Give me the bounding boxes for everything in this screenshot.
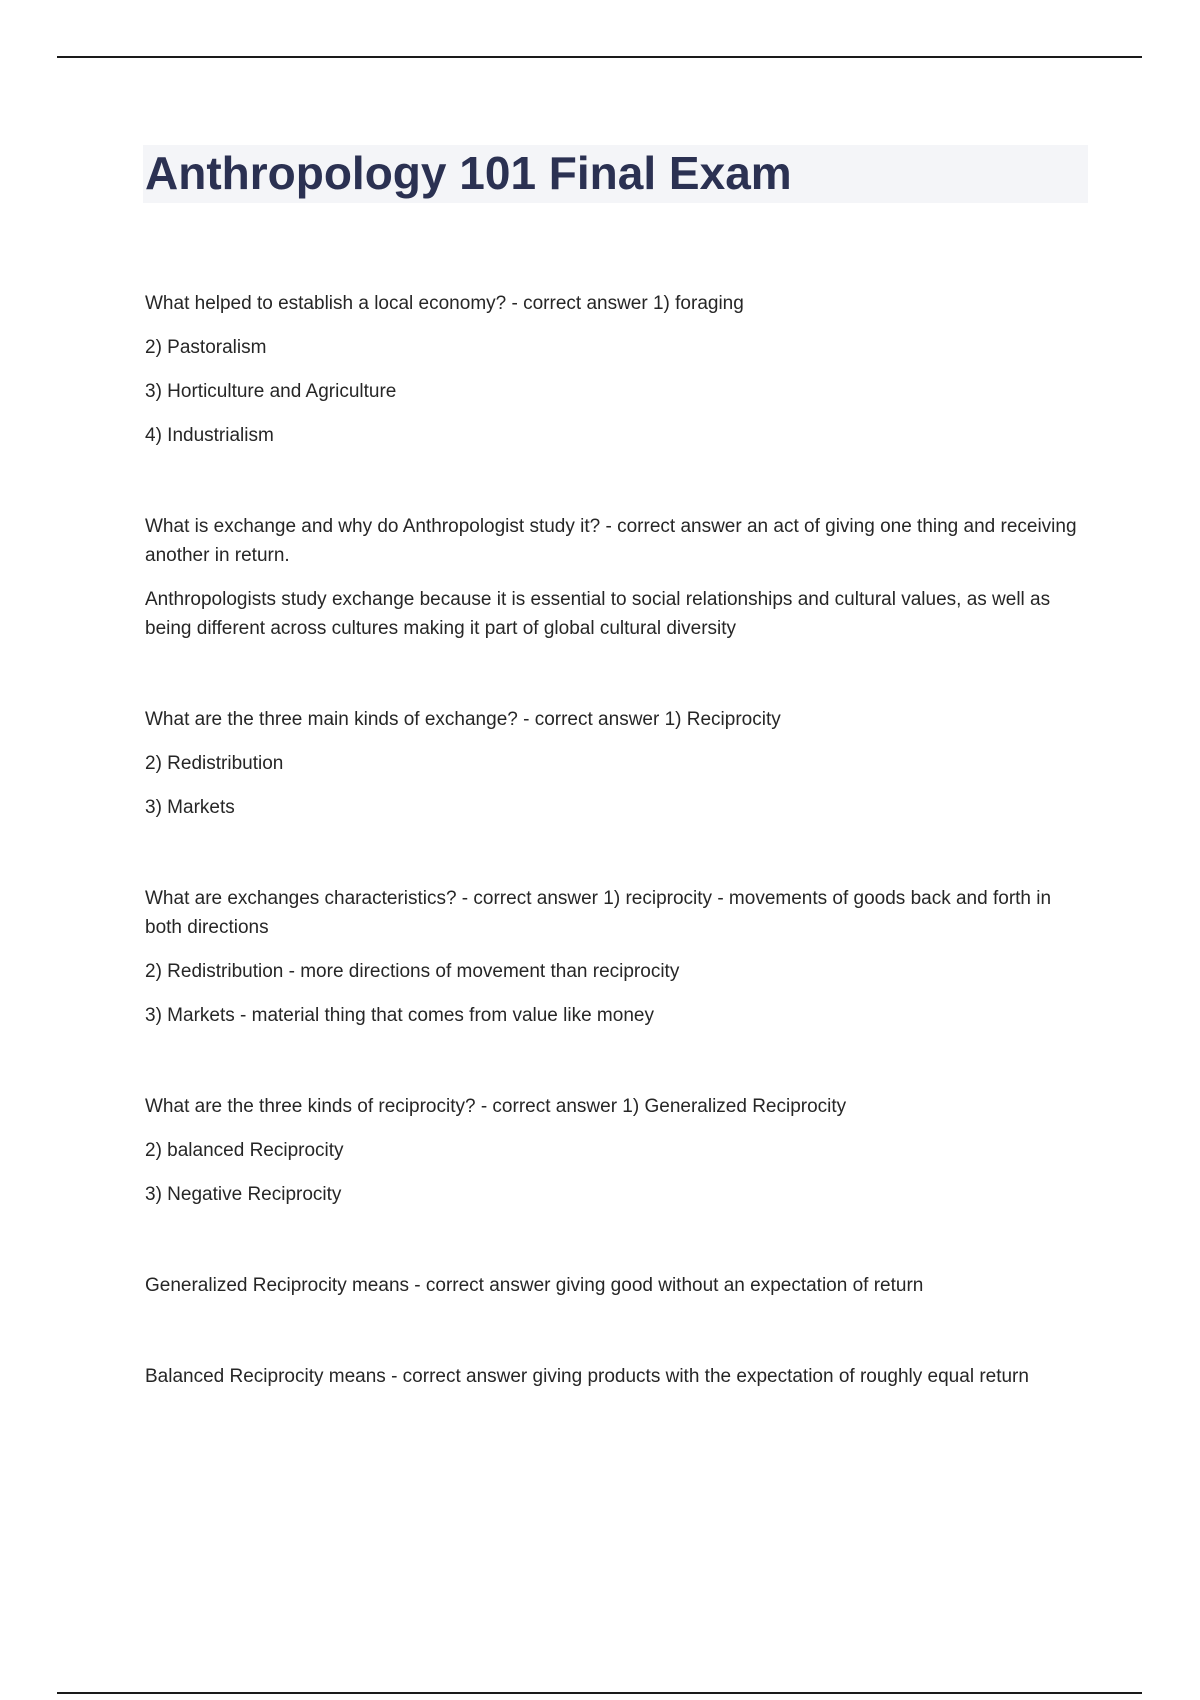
qa-line: 3) Markets - material thing that comes from value like money xyxy=(145,1005,654,1026)
qa-block xyxy=(145,1271,1090,1300)
qa-line: What are the three main kinds of exchange? - correct answer 1) Reciprocity xyxy=(145,709,781,730)
qa-line: What helped to establish a local economy? - correct answer 1) foraging xyxy=(145,293,744,314)
qa-line: 3) Horticulture and Agriculture xyxy=(145,381,397,402)
qa-block xyxy=(145,1092,1090,1209)
qa-line: 2) balanced Reciprocity xyxy=(145,1140,344,1161)
qa-line: 2) Redistribution - more directions of movement than reciprocity xyxy=(145,961,680,982)
qa-line: Balanced Reciprocity means - correct answer giving products with the expectation of roughly equal return xyxy=(145,1366,1029,1387)
qa-line: 3) Markets xyxy=(145,797,235,818)
qa-line: Anthropologists study exchange because it is essential to social relationships and cultural values, as well as being different across cultures making it part of global cultural diversity xyxy=(145,589,1051,639)
qa-block xyxy=(145,884,1090,1030)
qa-line: What are the three kinds of reciprocity? - correct answer 1) Generalized Reciprocity xyxy=(145,1096,847,1117)
document-body xyxy=(145,289,1090,1453)
page-title: Anthropology 101 Final Exam xyxy=(145,147,792,199)
bottom-rule xyxy=(57,1692,1142,1694)
qa-line: 3) Negative Reciprocity xyxy=(145,1184,342,1205)
qa-line: 2) Pastoralism xyxy=(145,337,267,358)
qa-line: 2) Redistribution xyxy=(145,753,284,774)
qa-line: 4) Industrialism xyxy=(145,425,274,446)
top-rule xyxy=(57,56,1142,58)
qa-line: What are exchanges characteristics? - correct answer 1) reciprocity - movements of goods back and forth in both directions xyxy=(145,888,1052,938)
qa-block xyxy=(145,512,1090,643)
qa-block xyxy=(145,289,1090,450)
qa-block xyxy=(145,1362,1090,1391)
qa-block xyxy=(145,705,1090,822)
qa-line: Generalized Reciprocity means - correct answer giving good without an expectation of return xyxy=(145,1275,924,1296)
qa-line: What is exchange and why do Anthropologist study it? - correct answer an act of giving one thing and receiving another in return. xyxy=(145,516,1077,566)
